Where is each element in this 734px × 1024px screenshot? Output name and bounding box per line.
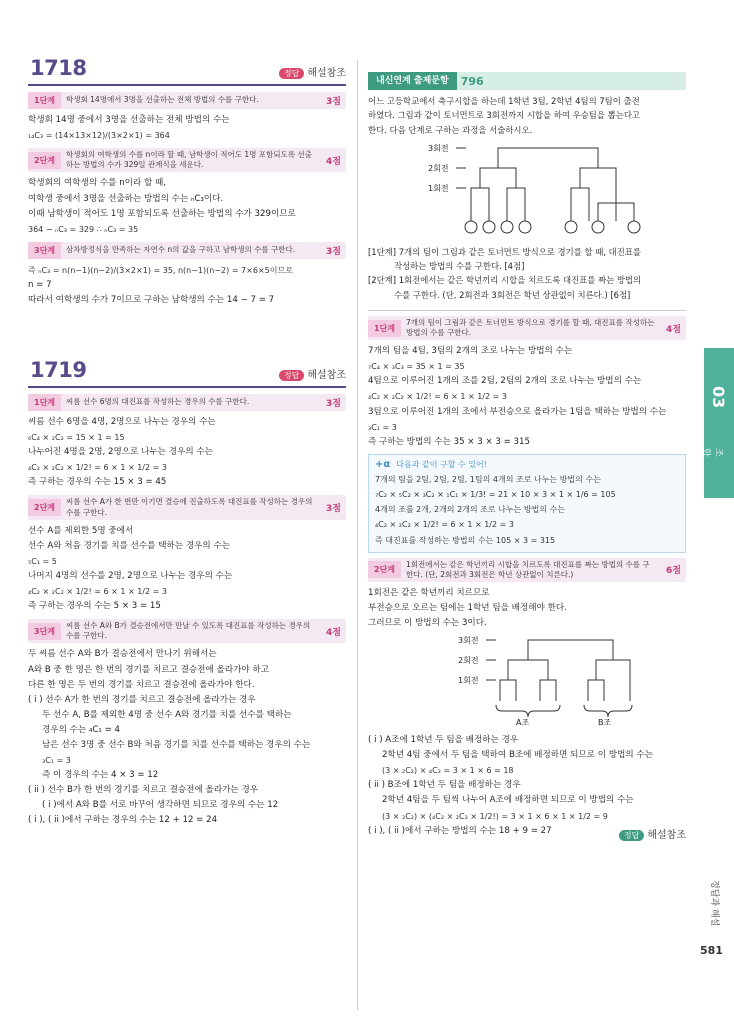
solution-line: ( ii ) B조에 1학년 두 팀을 배정하는 경우 bbox=[368, 780, 521, 791]
solution-line: 학생회 14명 중에서 3명을 선출하는 전체 방법의 수는 bbox=[28, 115, 230, 125]
step-text: 1회전에서는 같은 학년끼리 시합을 치르도록 대진표를 짜는 방법의 수를 구한다. (단, 2회전과 3회전은 학년 상관없이 치른다.) bbox=[406, 559, 650, 579]
solution-line: 4팀으로 이루어진 1개의 조를 2팀, 2팀의 2개의 조로 나누는 방법의 수는 bbox=[368, 376, 642, 387]
step-points: 4점 bbox=[666, 324, 681, 335]
formula: ₃C₁ = 3 bbox=[368, 422, 397, 432]
tip-formula: ₄C₂ × ₂C₂ × 1/2! = 6 × 1 × 1/2 = 3 bbox=[375, 520, 514, 530]
answer-tag: 정답 bbox=[619, 830, 644, 841]
problem-796-header bbox=[368, 72, 686, 90]
answer-reference bbox=[279, 366, 346, 381]
round-2-label: 2회전 bbox=[428, 163, 449, 173]
step-label: 1단계 bbox=[28, 92, 61, 109]
group-a-label: A조 bbox=[516, 718, 530, 728]
right-column bbox=[368, 50, 686, 839]
solution-line: 이때 남학생이 적어도 1명 포함되도록 선출하는 방법의 수가 329이므로 bbox=[28, 208, 296, 219]
step-1-bar bbox=[368, 316, 686, 340]
column-divider bbox=[357, 60, 358, 1010]
answer-ref-text: 해설참조 bbox=[307, 370, 346, 381]
solution-line: 부전승으로 오르는 팀에는 1학년 팀을 배정해야 한다. bbox=[368, 603, 567, 614]
step-label: 1단계 bbox=[28, 394, 61, 411]
step-1-bar bbox=[28, 394, 346, 411]
solution-line: ( i ) 선수 A가 한 번의 경기를 치르고 결승전에 올라가는 경우 bbox=[28, 694, 256, 705]
page bbox=[18, 50, 693, 1020]
solution-line: n = 7 bbox=[28, 279, 52, 290]
solution-line: 다른 한 명은 두 번의 경기를 치르고 결승전에 올라가야 한다. bbox=[28, 679, 255, 690]
question-line: 하였다. 그림과 같이 토너먼트로 3회전까지 시합을 하여 우승팀을 뽑는다고 bbox=[368, 110, 640, 121]
tournament-bracket-svg bbox=[368, 141, 686, 241]
chapter-number: 03 bbox=[709, 386, 728, 409]
tip-line: 즉 대진표를 작성하는 방법의 수는 105 × 3 = 315 bbox=[375, 535, 556, 545]
solution-line: 그러므로 이 방법의 수는 3이다. bbox=[368, 618, 487, 629]
condition-line: [1단계] 7개의 팀이 그림과 같은 토너먼트 방식으로 경기를 할 때, 대진표를 bbox=[368, 246, 642, 257]
answer-tag: 정답 bbox=[279, 68, 304, 79]
solution-line: ( i )에서 A와 B를 서로 바꾸어 생각하면 되므로 경우의 수는 12 bbox=[42, 799, 279, 810]
solution-line: 여학생 중에서 3명을 선출하는 방법의 수는 ₙC₃이다. bbox=[28, 193, 224, 204]
left-column bbox=[28, 50, 346, 828]
step-text: 씨름 선수 A가 한 번만 이기면 결승에 진출하도록 대진표를 작성하는 경우의 수를 구한다. bbox=[66, 497, 313, 517]
solution-line: 선수 A를 제외한 5명 중에서 bbox=[28, 525, 134, 536]
tip-title: 다음과 같이 구할 수 있어! bbox=[396, 459, 487, 469]
formula: 즉 ₙC₃ = n(n−1)(n−2)/(3×2×1) = 35, n(n−1)(n−2) = 7×6×5이므로 bbox=[28, 265, 293, 275]
solution-line: 3팀으로 이루어진 1개의 조에서 부전승으로 올라가는 1팀을 택하는 방법의 수는 bbox=[368, 406, 667, 417]
formula: 364 − ₙC₃ = 329 ∴ ₙC₃ = 35 bbox=[28, 224, 139, 234]
chapter-tab bbox=[700, 348, 734, 498]
solution-line: 선수 A와 처음 경기를 치를 선수를 택하는 경우의 수는 bbox=[28, 540, 231, 551]
step-text: 학생회의 여학생의 수를 n이라 할 때, 남학생이 적어도 1명 포함되도록 선출하는 방법의 수가 329일 관계식을 세운다. bbox=[66, 150, 312, 170]
solution-line: ( i ), ( ii )에서 구하는 경우의 수는 12 + 12 = 24 bbox=[28, 814, 218, 825]
solution-line: 즉 구하는 경우의 수는 5 × 3 = 15 bbox=[28, 601, 161, 612]
step-3-bar bbox=[28, 619, 346, 643]
formula: ₆C₄ × ₂C₂ = 15 × 1 = 15 bbox=[28, 433, 125, 443]
formula: ₄C₂ × ₂C₂ × 1/2! = 6 × 1 × 1/2 = 3 bbox=[28, 463, 167, 473]
tip-header bbox=[375, 459, 679, 470]
solution-line: 따라서 여학생의 수가 7이므로 구하는 남학생의 수는 14 − 7 = 7 bbox=[28, 294, 275, 305]
round-1-label: 1회전 bbox=[428, 183, 449, 193]
solution-line: 두 씨름 선수 A와 B가 결승전에서 만나기 위해서는 bbox=[28, 649, 217, 660]
step-2-bar bbox=[368, 558, 686, 582]
step-text: 삼차방정식을 만족하는 자연수 n의 값을 구하고 남학생의 수를 구한다. bbox=[66, 245, 296, 255]
step-label: 1단계 bbox=[368, 320, 401, 337]
section-label: 정답과 해설 bbox=[709, 880, 719, 927]
solution-line: 나머지 4명의 선수를 2명, 2명으로 나누는 경우의 수는 bbox=[28, 570, 233, 581]
round-3-label: 3회전 bbox=[458, 636, 479, 646]
round-1-label: 1회전 bbox=[458, 676, 479, 686]
chapter-name: 조합 bbox=[700, 448, 723, 457]
tip-line: 7개의 팀을 2팀, 2팀, 2팀, 1팀의 4개의 조로 나누는 방법의 수는 bbox=[375, 474, 601, 484]
problem-1719-header bbox=[28, 352, 346, 388]
step-text: 씨름 선수 6명의 대진표를 작성하는 경우의 수를 구한다. bbox=[66, 397, 250, 407]
problem-number: 1718 bbox=[30, 56, 87, 80]
solution-line: 두 선수 A, B를 제외한 4명 중 선수 A와 경기를 치를 선수를 택하는 bbox=[42, 709, 292, 720]
formula: ₅C₁ = 5 bbox=[28, 556, 57, 566]
step-points: 6점 bbox=[666, 566, 681, 577]
answer-ref-text: 해설참조 bbox=[307, 68, 346, 79]
step-points: 3점 bbox=[326, 97, 341, 107]
group-b-label: B조 bbox=[598, 718, 612, 728]
alternative-method-box bbox=[368, 454, 686, 553]
step-points: 4점 bbox=[326, 156, 341, 167]
solution-line: 즉 구하는 경우의 수는 15 × 3 = 45 bbox=[28, 477, 167, 488]
linked-problem-badge: 내신연계 출제문항 bbox=[368, 72, 457, 90]
solution-line: 남은 선수 3명 중 선수 B와 처음 경기를 치를 선수를 택하는 경우의 수는 bbox=[42, 739, 311, 750]
step-text: 학생회 14명에서 3명을 선출하는 전체 방법의 수를 구한다. bbox=[66, 95, 259, 105]
step-points: 3점 bbox=[326, 246, 341, 257]
step-text: 7개의 팀이 그림과 같은 토너먼트 방식으로 경기를 할 때, 대진표를 작성하는 방법의 수를 구한다. bbox=[406, 317, 655, 338]
solution-line: ( ii ) 선수 B가 한 번의 경기를 치르고 결승전에 올라가는 경우 bbox=[28, 784, 259, 795]
solution-line: 경우의 수는 ₄C₁ = 4 bbox=[42, 724, 120, 735]
round-2-label: 2회전 bbox=[458, 656, 479, 666]
step-label: 3단계 bbox=[28, 623, 61, 640]
round-3-label: 3회전 bbox=[428, 143, 449, 153]
answer-reference bbox=[619, 826, 686, 841]
condition-line: 수를 구한다. (단, 2회전과 3회전은 학년 상관없이 치른다.) [6점] bbox=[394, 289, 631, 300]
solution-line: 7개의 팀을 4팀, 3팀의 2개의 조로 나누는 방법의 수는 bbox=[368, 346, 573, 357]
step-1-bar bbox=[28, 92, 346, 109]
formula: ₇C₄ × ₃C₃ = 35 × 1 = 35 bbox=[368, 362, 465, 372]
solution-line: 씨름 선수 6명을 4명, 2명으로 나누는 경우의 수는 bbox=[28, 417, 216, 427]
tournament-diagram-7 bbox=[368, 141, 686, 241]
problem-number: 796 bbox=[460, 74, 484, 88]
solution-line: 2학년 4팀을 두 팀씩 나누어 A조에 배정하면 되므로 이 방법의 수는 bbox=[382, 795, 634, 806]
step-3-bar bbox=[28, 242, 346, 259]
solution-line: 학생회의 여학생의 수를 n이라 할 때, bbox=[28, 178, 167, 189]
solution-line: ( i ), ( ii )에서 구하는 방법의 수는 18 + 9 = 27 bbox=[368, 825, 552, 836]
solution-line: 2학년 4팀 중에서 두 팀을 택하여 B조에 배정하면 되므로 이 방법의 수는 bbox=[382, 750, 654, 761]
tournament-diagram-groups bbox=[368, 633, 686, 731]
question-line: 어느 고등학교에서 축구시합을 하는데 1학년 3팀, 2학년 4팀의 7팀이 출전 bbox=[368, 96, 640, 106]
plus-alpha-icon: +α bbox=[375, 458, 391, 470]
formula: (3 × ₂C₂) × ₄C₂ = 3 × 1 × 6 = 18 bbox=[382, 766, 514, 776]
step-text: 씨름 선수 A와 B가 결승전에서만 만날 수 있도록 대진표를 작성하는 경우의 수를 구한다. bbox=[66, 621, 311, 641]
condition-line: 작성하는 방법의 수를 구한다. [4점] bbox=[394, 261, 525, 272]
solution-line: 즉 이 경우의 수는 4 × 3 = 12 bbox=[42, 769, 159, 780]
formula: (3 × ₂C₂) × (₄C₂ × ₂C₂ × 1/2!) = 3 × 1 × 6 × 1 × 1/2 = 9 bbox=[382, 811, 608, 821]
step-points: 4점 bbox=[326, 627, 341, 638]
solution-line: A와 B 중 한 명은 한 번의 경기를 치르고 결승전에 올라가야 하고 bbox=[28, 664, 270, 675]
step-label: 2단계 bbox=[28, 152, 61, 169]
solution-line: 즉 구하는 방법의 수는 35 × 3 × 3 = 315 bbox=[368, 436, 530, 447]
formula: ₄C₂ × ₂C₂ × 1/2! = 6 × 1 × 1/2 = 3 bbox=[28, 587, 167, 596]
tip-formula: ₇C₂ × ₅C₂ × ₃C₂ × ₁C₁ × 1/3! = 21 × 10 × 3 × 1 × 1/6 = 105 bbox=[375, 490, 616, 500]
step-label: 2단계 bbox=[368, 561, 401, 578]
step-label: 3단계 bbox=[28, 242, 61, 259]
formula: ₃C₁ = 3 bbox=[42, 755, 71, 765]
formula: ₄C₂ × ₂C₂ × 1/2! = 6 × 1 × 1/2 = 3 bbox=[368, 392, 507, 402]
step-label: 2단계 bbox=[28, 499, 61, 516]
tip-line: 4개의 조를 2개, 2개의 2개의 조로 나누는 방법의 수는 bbox=[375, 505, 566, 515]
solution-line: ( i ) A조에 1학년 두 팀을 배정하는 경우 bbox=[368, 735, 519, 746]
answer-tag: 정답 bbox=[279, 370, 304, 381]
condition-line: [2단계] 1회전에서는 같은 학년끼리 시합을 치르도록 대진표를 짜는 방법의 bbox=[368, 275, 642, 286]
step-2-bar bbox=[28, 148, 346, 172]
final-line-wrap bbox=[368, 824, 686, 839]
formula: ₁₄C₃ = (14×13×12)/(3×2×1) = 364 bbox=[28, 131, 170, 141]
question-line: 한다. 다음 단계로 구하는 과정을 서술하시오. bbox=[368, 124, 533, 135]
step-points: 3점 bbox=[326, 504, 341, 515]
problem-number: 1719 bbox=[30, 358, 87, 382]
answer-ref-text: 해설참조 bbox=[647, 829, 686, 841]
step-points: 3점 bbox=[326, 399, 341, 409]
problem-1718-header bbox=[28, 50, 346, 86]
page-number: 581 bbox=[700, 944, 723, 957]
solution-line: 나누어진 4명을 2명, 2명으로 나누는 경우의 수는 bbox=[28, 447, 213, 458]
solution-line: 1회전은 같은 학년끼리 치르므로 bbox=[368, 588, 490, 599]
answer-reference bbox=[279, 64, 346, 79]
step-2-bar bbox=[28, 495, 346, 519]
